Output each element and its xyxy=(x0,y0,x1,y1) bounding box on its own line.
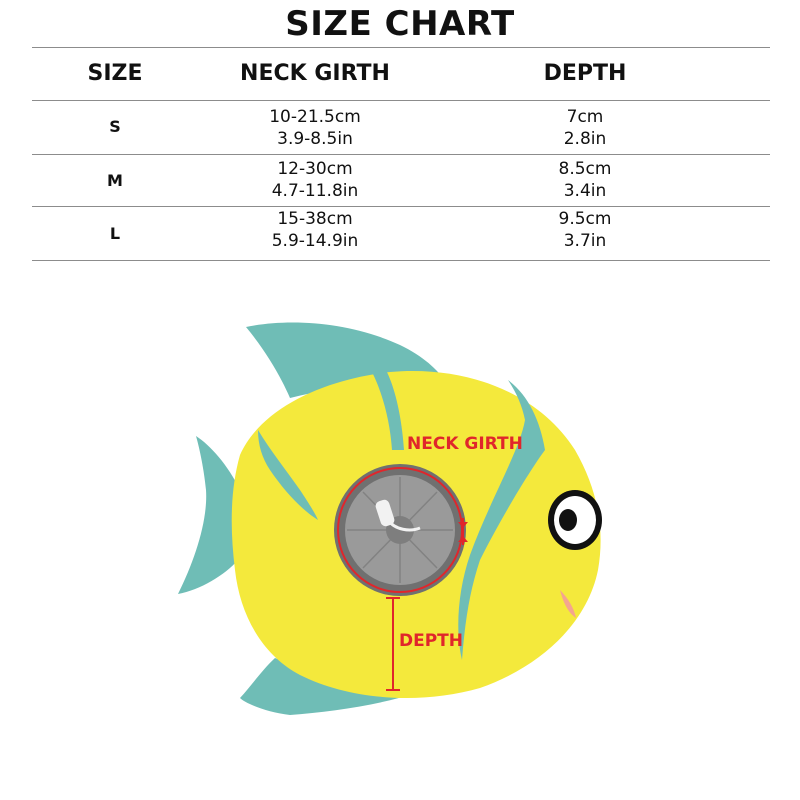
table-row-size: M xyxy=(107,171,123,190)
fish-pupil xyxy=(559,509,577,531)
table-row-neck-cm: 12-30cm xyxy=(277,159,353,179)
table-row-neck-in: 4.7-11.8in xyxy=(271,181,359,201)
table-row-neck-in: 5.9-14.9in xyxy=(271,231,359,251)
table-row-neck-in: 3.9-8.5in xyxy=(277,129,353,149)
table-row-depth-in: 3.7in xyxy=(563,231,607,251)
table-row-neck-cm: 10-21.5cm xyxy=(269,107,361,127)
table-row-neck-cm: 15-38cm xyxy=(277,209,353,229)
header-size: SIZE xyxy=(87,61,143,86)
depth-label: DEPTH xyxy=(399,631,464,651)
table-row-depth-cm: 9.5cm xyxy=(558,209,612,229)
table-row-size: L xyxy=(109,224,121,243)
table-row-size: S xyxy=(109,117,121,136)
header-depth: DEPTH xyxy=(543,61,627,86)
neck-girth-label: NECK GIRTH xyxy=(407,434,523,454)
header-neck-girth: NECK GIRTH xyxy=(240,61,390,86)
table-row-depth-cm: 7cm xyxy=(566,107,604,127)
table-row-depth-in: 3.4in xyxy=(563,181,607,201)
table-row-depth-cm: 8.5cm xyxy=(558,159,612,179)
page-title: SIZE CHART xyxy=(285,4,515,44)
table-row-depth-in: 2.8in xyxy=(563,129,607,149)
